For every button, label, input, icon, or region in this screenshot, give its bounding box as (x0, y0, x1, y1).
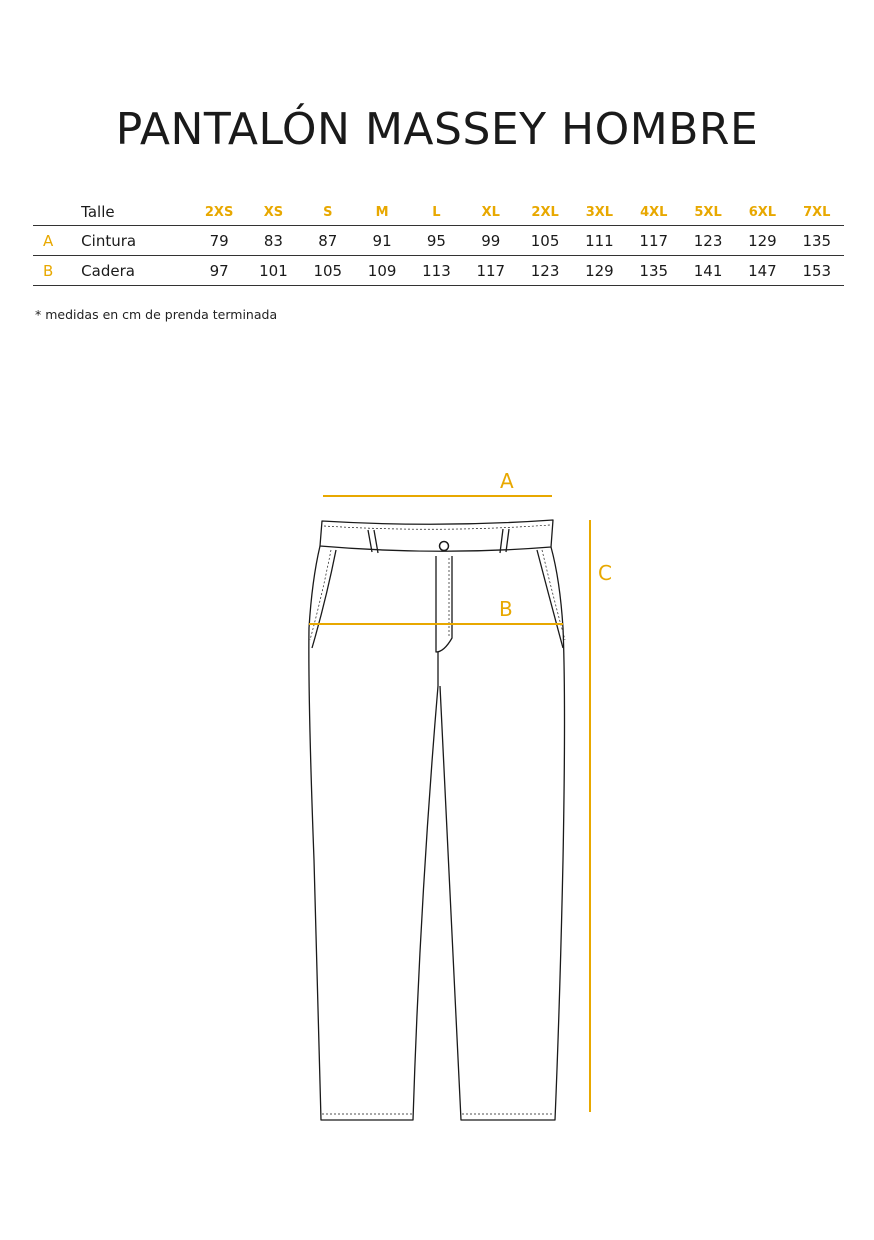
value-cell: 153 (790, 256, 844, 286)
value-cell: 105 (301, 256, 355, 286)
page-title: PANTALÓN MASSEY HOMBRE (115, 104, 759, 155)
value-cell: 97 (192, 256, 246, 286)
value-cell: 99 (464, 226, 518, 256)
pants-diagram (0, 440, 874, 1160)
right-leg (440, 547, 565, 1120)
value-cell: 147 (735, 256, 789, 286)
size-cell: 4XL (627, 199, 681, 226)
value-cell: 123 (681, 226, 735, 256)
value-cell: 141 (681, 256, 735, 286)
measurement-guides (309, 496, 590, 1112)
value-cell: 95 (409, 226, 463, 256)
value-cell: 79 (192, 226, 246, 256)
value-cell: 111 (572, 226, 626, 256)
size-cell: L (409, 199, 463, 226)
value-cell: 129 (735, 226, 789, 256)
pocket-right-stitch (542, 550, 565, 640)
size-cell: M (355, 199, 409, 226)
value-cell: 91 (355, 226, 409, 256)
value-cell: 129 (572, 256, 626, 286)
value-cell: 101 (246, 256, 300, 286)
value-cell: 113 (409, 256, 463, 286)
size-table (33, 199, 844, 286)
value-cell: 135 (790, 226, 844, 256)
row-key: A (33, 226, 63, 256)
table-row-cintura (33, 226, 844, 256)
left-leg (309, 546, 438, 1120)
value-cell: 117 (627, 226, 681, 256)
size-cell: 2XS (192, 199, 246, 226)
value-cell: 123 (518, 256, 572, 286)
value-cell: 117 (464, 256, 518, 286)
value-cell: 83 (246, 226, 300, 256)
button-icon (440, 542, 449, 551)
size-cell: 3XL (572, 199, 626, 226)
dimension-a-label: A (500, 469, 514, 493)
size-header-label: Talle (63, 199, 192, 226)
size-cell: 6XL (735, 199, 789, 226)
table-row-cadera (33, 256, 844, 286)
key-header (33, 199, 63, 226)
fly (436, 556, 452, 652)
size-cell: XS (246, 199, 300, 226)
row-key: B (33, 256, 63, 286)
pocket-right (537, 550, 563, 648)
pocket-left-stitch (310, 550, 331, 640)
dimension-b-label: B (499, 597, 513, 621)
waistband (320, 520, 553, 551)
value-cell: 109 (355, 256, 409, 286)
value-cell: 87 (301, 226, 355, 256)
value-cell: 105 (518, 226, 572, 256)
size-header-row (33, 199, 844, 226)
size-cell: XL (464, 199, 518, 226)
measurement-note: * medidas en cm de prenda terminada (35, 307, 278, 322)
pants-outline (309, 520, 565, 1120)
size-cell: S (301, 199, 355, 226)
waistband-inner (324, 525, 550, 529)
row-label: Cintura (63, 226, 192, 256)
size-cell: 2XL (518, 199, 572, 226)
size-cell: 7XL (790, 199, 844, 226)
row-label: Cadera (63, 256, 192, 286)
dimension-c-label: C (598, 561, 612, 585)
size-cell: 5XL (681, 199, 735, 226)
value-cell: 135 (627, 256, 681, 286)
